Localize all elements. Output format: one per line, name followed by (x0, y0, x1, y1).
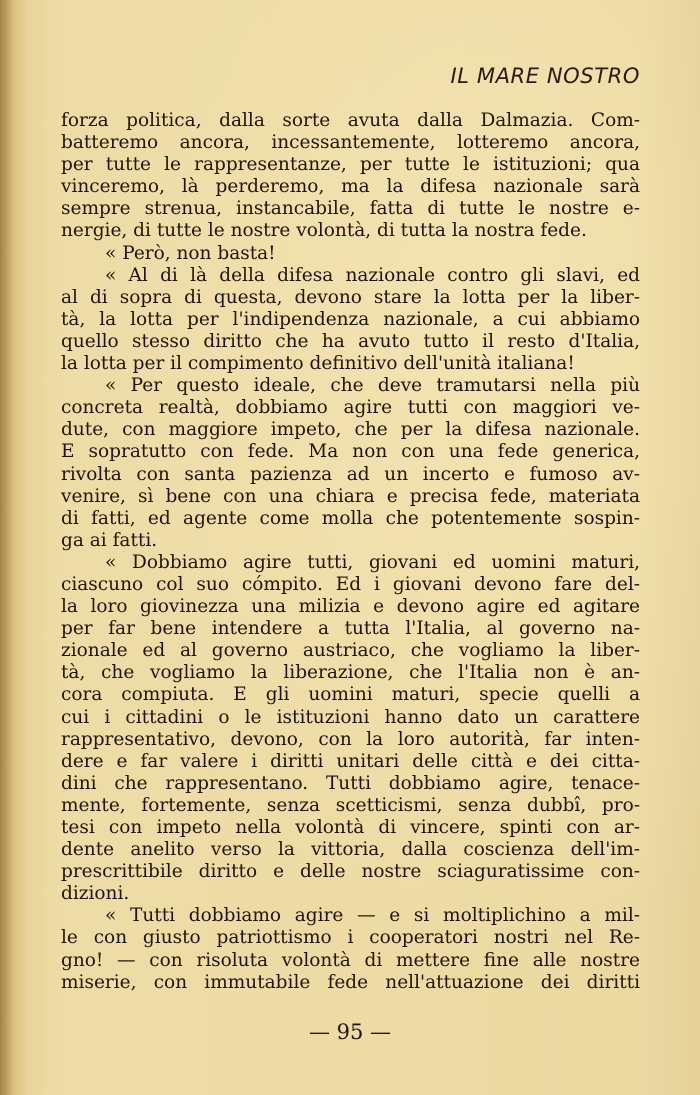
text-line: dere e far valere i diritti unitari delle città e dei citta- (61, 750, 640, 772)
text-line: concreta realtà, dobbiamo agire tutti con maggiori ve- (61, 397, 640, 419)
text-line: miserie, con immutabile fede nell'attuazione dei diritti (61, 971, 640, 993)
text-line: prescrittibile diritto e delle nostre sciaguratissime con- (61, 861, 640, 883)
text-line: « Per questo ideale, che deve tramutarsi nella più (105, 375, 640, 397)
text-line: rivolta con santa pazienza ad un incerto e fumoso av- (61, 463, 640, 485)
text-line: sempre strenua, instancabile, fatta di tutte le nostre e- (61, 198, 640, 220)
text-line: tesi con impeto nella volontà di vincere, spinti con ar- (61, 817, 640, 838)
text-line: dente anelito verso la vittoria, dalla coscienza dell'im- (61, 839, 640, 861)
text-line: ciascuno col suo cómpito. Ed i giovani devono fare del- (61, 573, 640, 595)
text-line: nergie, di tutte le nostre volontà, di tutta la nostra fede. (61, 220, 587, 242)
text-line: batteremo ancora, incessantemente, lotteremo ancora, (61, 132, 640, 154)
text-line: al di sopra di questa, devono stare la lotta per la liber- (61, 286, 640, 308)
text-line: tà, che vogliamo la liberazione, che l'Italia non è an- (61, 662, 640, 684)
text-line: rappresentativo, devono, con la loro autorità, far inten- (61, 728, 640, 750)
running-head: IL MARE NOSTRO (450, 64, 640, 88)
text-line: tà, la lotta per l'indipendenza nazionale, a cui abbiamo (61, 308, 640, 330)
text-line: « Dobbiamo agire tutti, giovani ed uomini maturi, (105, 551, 640, 573)
text-line: vinceremo, là perderemo, ma la difesa nazionale sarà (61, 176, 640, 198)
text-line: di fatti, ed agente come molla che potentemente sospin- (61, 507, 640, 529)
text-line: zionale ed al governo austriaco, che vogliamo la liber- (61, 640, 640, 662)
text-line: mente, fortemente, senza scetticismi, senza dubbî, pro- (61, 794, 640, 816)
text-line: cui i cittadini o le istituzioni hanno dato un carattere (61, 706, 640, 728)
spine-shadow (0, 0, 14, 1095)
text-line: forza politica, dalla sorte avuta dalla Dalmazia. Com- (61, 110, 640, 131)
text-line: gno! — con risoluta volontà di mettere fine alle nostre (61, 949, 640, 971)
text-line: per tutte le rappresentanze, per tutte le istituzioni; qua (61, 154, 640, 176)
text-line: la loro giovinezza una milizia e devono agire ed agitare (61, 596, 640, 618)
text-line: ga ai fatti. (61, 529, 158, 551)
text-line: dute, con maggiore impeto, che per la difesa nazionale. (61, 419, 640, 441)
body-text (61, 110, 640, 994)
text-line: le con giusto patriottismo i cooperatori nostri nel Re- (61, 927, 640, 949)
text-line: dini che rappresentano. Tutti dobbiamo agire, tenace- (61, 772, 640, 794)
text-line: E sopratutto con fede. Ma non con una fede generica, (61, 441, 640, 463)
text-line: cora compiuta. E gli uomini maturi, specie quelli a (61, 684, 640, 706)
text-line: « Però, non basta! (105, 242, 276, 264)
page-number: — 95 — (308, 1020, 392, 1044)
text-line: « Tutti dobbiamo agire — e si moltiplichino a mil- (105, 905, 640, 927)
text-line: quello stesso diritto che ha avuto tutto il resto d'Italia, (61, 330, 640, 352)
text-line: la lotta per il compimento definitivo dell'unità italiana! (61, 353, 575, 375)
text-line: « Al di là della difesa nazionale contro gli slavi, ed (105, 264, 640, 286)
text-line: dizioni. (61, 883, 130, 905)
text-line: per far bene intendere a tutta l'Italia, al governo na- (61, 618, 640, 640)
text-line: venire, sì bene con una chiara e precisa fede, materiata (61, 485, 640, 507)
